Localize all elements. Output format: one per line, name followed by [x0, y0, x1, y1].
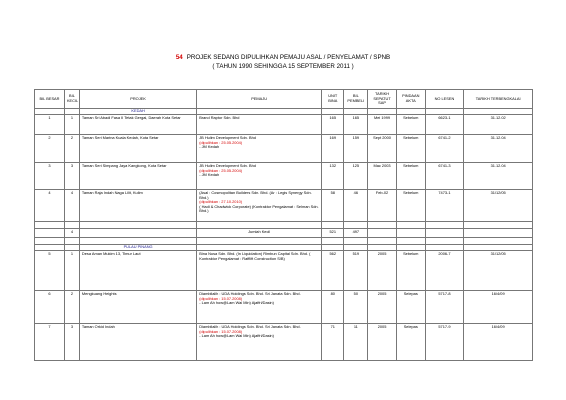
section-label-pulau-pinang: PULAU PINANG: [79, 245, 196, 251]
header-tarikh-terbengkalai: TARIKH TERBENGKALAI: [464, 90, 533, 109]
page-title: [0, 54, 566, 62]
header-pemaju: PEMAJU: [197, 90, 322, 109]
table-row: 6 2 Mengkuang Heights Diambilalih : UDA Holdings Sdn. Bhd. Sri Janata Sdn. Bhd. (dipulihkan : 15.07.2008) - Lam Ah how@Lam Wai Min) Ajaffri/Dasin) 80 50 2005 Selepas 5717-8 16/4/09: [35, 291, 533, 324]
table-row: 1 1 Taman Sri Abadi Fasa II Tetak Gergai, Daerah Kota Setar Brand Raptor Sdn. Bhd 165 165 Mei 1999 Sebelum 6623-1 31.12.02: [35, 115, 533, 135]
table-row: 2 2 Taman Seri Marina Kuala Kedah, Kota Setar JB Hulim Development Sdn. Bhd (dipulihkan : 25.05.2004) - JM Kedah 169 159 Sept 2000 Sebelum 6741-2 31.12.04: [35, 135, 533, 163]
header-tarikh-sepatut-sap: TARIKH SEPATUT SAP: [368, 90, 397, 109]
table-header-row: [35, 90, 533, 109]
table-row: 5 1 Desa Aman Mukim 13, Timur Laut Bina Nusa Sdn. Bhd. (In Liquidation) Rimbun Capital Sdn. Bhd. ( Kontraktor Pengalamat : Rafflift Construction S/B) 562 519 2005 Sebelum 2006-7 31/12/05: [35, 251, 533, 291]
header-bil-kecil: BIL KECIL: [64, 90, 79, 109]
title-number: 54: [175, 54, 183, 61]
projects-table: [34, 89, 533, 361]
header-projek: PROJEK: [79, 90, 196, 109]
subtotal-row: 4 Jumlah Kecil 521 497: [35, 229, 533, 238]
header-pindaan-akta: PINDAAN AKTA: [396, 90, 425, 109]
header-bil-besar: BIL BESAR: [35, 90, 65, 109]
subtotal-label: Jumlah Kecil: [197, 229, 322, 238]
spacer-row: [35, 222, 533, 229]
table-row: 7 3 Taman Orkid Indah Diambilalih : UDA Holdings Sdn. Bhd. Sri Janata Sdn. Bhd. (dipulihkan : 15.07.2008) - Lam Ah how@Lam Wai Min) Ajaffri/Dasin) 71 11 2005 Selepas 5717-9 16/4/09: [35, 324, 533, 361]
title-line1: PROJEK SEDANG DIPULIHKAN PEMAJU ASAL / PENYELAMAT / SPNB: [186, 54, 391, 61]
table-row: 4 4 Taman Raja Indah Naga Lilit, Kulim (Asal : Cosmopolitan Builders Sdn. Bhd. (Ar : Legis Synergy Sdn. Bhd.) (dipulihkan : 27.10.2010) ( Hadi & Chadwick Corporate) (Kontraktor Pengalamat : Selman Sdn. Bhd.) 58 46 Feb-02 Sebelum 7473-1 31/12/05: [35, 190, 533, 222]
page-subtitle: ( TAHUN 1990 SEHINGGA 15 SEPTEMBER 2011 ): [212, 63, 354, 70]
section-label-kedah: KEDAH: [79, 109, 196, 115]
table-row: 3 3 Taman Seri Simpang Jaya Kangkong, Kota Setar JB Hulim Development Sdn. Bhd (dipulihkan : 25.05.2004) - JM Kedah 132 125 Mac 2003 Sebelum 6741-3 31.12.04: [35, 163, 533, 190]
spacer-row: [35, 238, 533, 245]
header-bil-pembeli: BIL PEMBELI: [344, 90, 368, 109]
header-no-lesen: NO LESEN: [425, 90, 464, 109]
header-unit-bina: UNIT BINA: [322, 90, 344, 109]
